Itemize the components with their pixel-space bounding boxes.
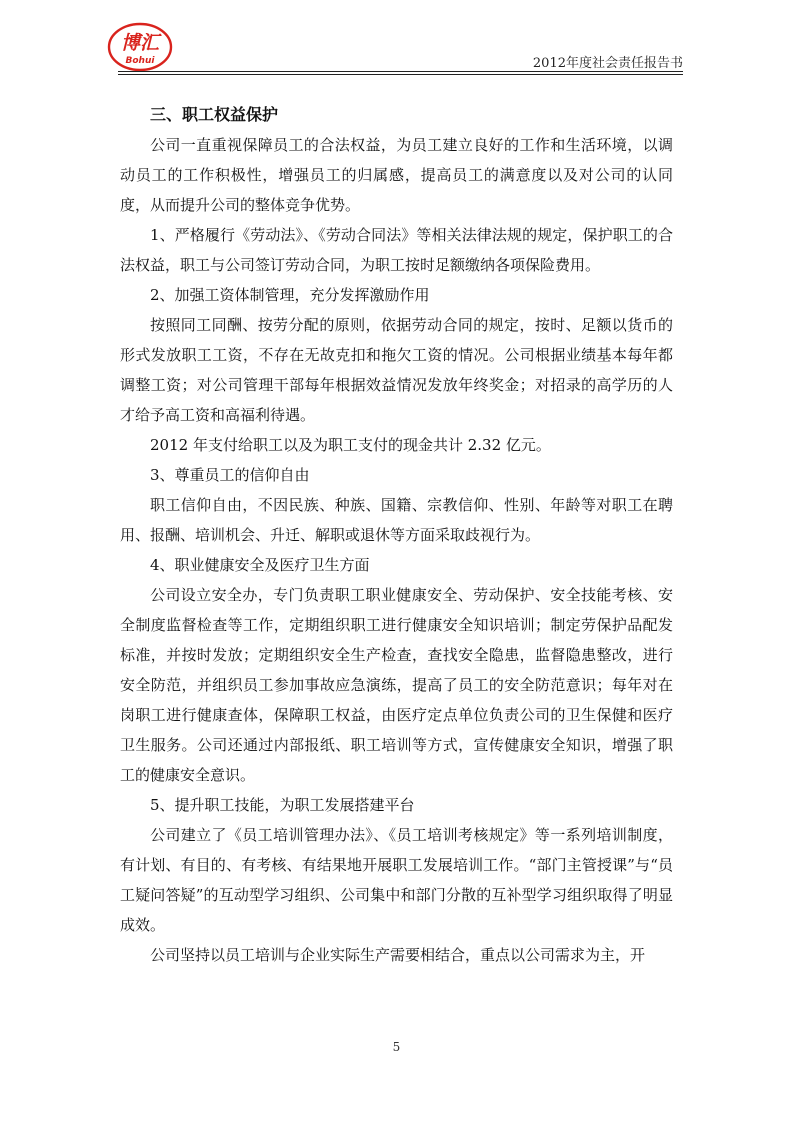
- paragraph-faith: 职工信仰自由，不因民族、种族、国籍、宗教信仰、性别、年龄等对职工在聘用、报酬、培训机会、升迁、解职或退休等方面采取歧视行为。: [120, 496, 673, 544]
- header-divider-thin: [118, 74, 683, 75]
- subheading-faith: 3、尊重员工的信仰自由: [150, 466, 310, 484]
- paragraph-training: 公司建立了《员工培训管理办法》、《员工培训考核规定》等一系列培训制度，有计划、有目的、有考核、有结果地开展职工发展培训工作。“部门主管授课”与“员工疑问答疑”的互动型学习组织、公司集中和部门分散的互补型学习组织取得了明显成效。: [120, 826, 673, 934]
- section-heading: 三、职工权益保护: [150, 105, 279, 124]
- report-title: 2012年度社会责任报告书: [532, 56, 683, 71]
- paragraph-health: 公司设立安全办，专门负责职工职业健康安全、劳动保护、安全技能考核、安全制度监督检查等工作，定期组织职工进行健康安全知识培训；制定劳保护品配发标准，并按时发放；定期组织安全生产检查，查找安全隐患，监督隐患整改，进行安全防范，并组织员工参加事故应急演练，提高了员工的安全防范意识；每年对在岗职工进行健康查体，保障职工权益，由医疗定点单位负责公司的卫生保健和医疗卫生服务。公司还通过内部报纸、职工培训等方式，宣传健康安全知识，增强了职工的健康安全意识。: [120, 586, 673, 784]
- page-content: [120, 100, 673, 970]
- header-divider: [118, 71, 683, 72]
- company-logo: [104, 20, 178, 74]
- subheading-health: 4、职业健康安全及医疗卫生方面: [150, 556, 370, 574]
- bohui-logo-icon: [104, 20, 178, 74]
- paragraph-cash-paid: 2012 年支付给职工以及为职工支付的现金共计 2.32 亿元。: [150, 436, 551, 454]
- paragraph-labor-law: 1、严格履行《劳动法》、《劳动合同法》等相关法律法规的规定，保护职工的合法权益，职工与公司签订劳动合同，为职工按时足额缴纳各项保险费用。: [120, 226, 673, 274]
- paragraph-salary: 按照同工同酬、按劳分配的原则，依据劳动合同的规定，按时、足额以货币的形式发放职工工资，不存在无故克扣和拖欠工资的情况。公司根据业绩基本每年都调整工资；对公司管理干部每年根据效益情况发放年终奖金；对招录的高学历的人才给予高工资和高福利待遇。: [120, 316, 673, 424]
- logo-subtext: Bohui: [125, 56, 155, 66]
- paragraph-training-cont: 公司坚持以员工培训与企业实际生产需要相结合，重点以公司需求为主，开: [150, 946, 646, 964]
- page-number: 5: [392, 1040, 401, 1054]
- logo-text: 博汇: [120, 32, 160, 54]
- subheading-salary: 2、加强工资体制管理，充分发挥激励作用: [150, 286, 430, 304]
- subheading-skills: 5、提升职工技能，为职工发展搭建平台: [150, 796, 415, 814]
- paragraph-intro: 公司一直重视保障员工的合法权益，为员工建立良好的工作和生活环境，以调动员工的工作积极性，增强员工的归属感，提高员工的满意度以及对公司的认同度，从而提升公司的整体竞争优势。: [120, 136, 673, 214]
